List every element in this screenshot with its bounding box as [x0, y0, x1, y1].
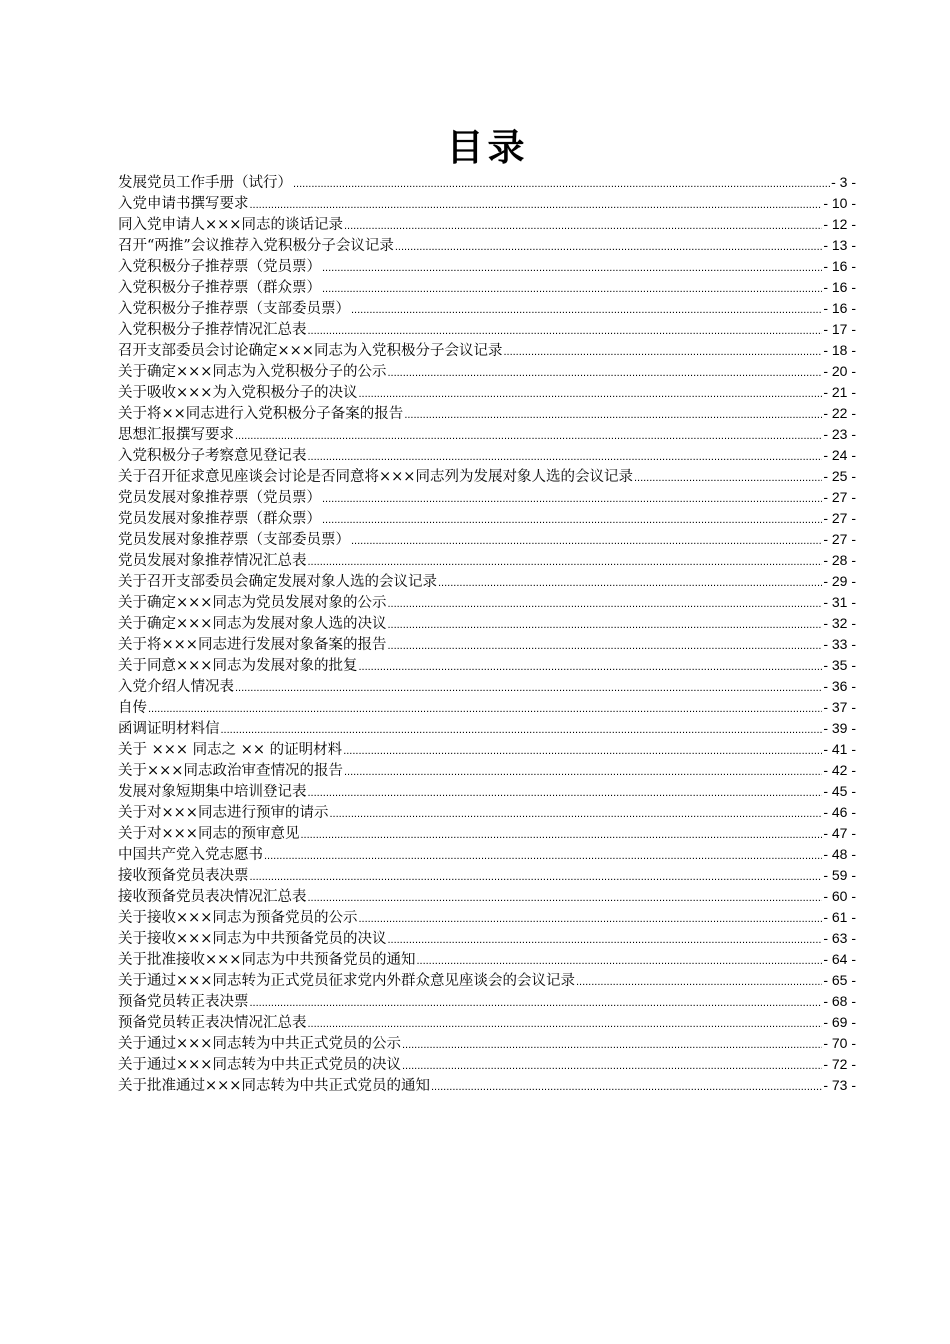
dot-leader	[322, 489, 822, 508]
toc-entry-page-number: - 39 -	[823, 720, 856, 736]
dot-leader	[416, 951, 822, 970]
toc-entry-page-number: - 37 -	[823, 699, 856, 715]
toc-entry-title: 关于确定×××同志为发展对象人选的决议	[118, 616, 387, 632]
toc-entry[interactable]	[118, 361, 856, 382]
toc-entry-page-number: - 73 -	[823, 1077, 856, 1093]
toc-entry-page-number: - 35 -	[823, 657, 856, 673]
toc-entry-page-number: - 36 -	[823, 678, 856, 694]
toc-entry-title: 关于确定×××同志为党员发展对象的公示	[118, 595, 387, 611]
dot-leader	[148, 699, 822, 718]
toc-entry-title: 关于对×××同志的预审意见	[118, 826, 300, 842]
toc-entry-page-number: - 41 -	[823, 741, 856, 757]
toc-entry[interactable]	[118, 235, 856, 256]
toc-entry[interactable]	[118, 382, 856, 403]
dot-leader	[308, 1014, 823, 1033]
toc-entry-page-number: - 65 -	[823, 972, 856, 988]
toc-entry-title: 关于接收×××同志为中共预备党员的决议	[118, 931, 387, 947]
dot-leader	[300, 825, 822, 844]
toc-entry-title: 同入党申请人×××同志的谈话记录	[118, 217, 343, 233]
toc-entry-title: 关于通过×××同志转为正式党员征求党内外群众意见座谈会的会议记录	[118, 973, 575, 989]
dot-leader	[431, 1077, 822, 1096]
dot-leader	[402, 1035, 822, 1054]
toc-entry-title: 入党积极分子推荐票（支部委员票）	[118, 301, 350, 317]
toc-entry[interactable]	[118, 634, 856, 655]
dot-leader	[293, 174, 830, 193]
toc-entry[interactable]	[118, 487, 856, 508]
dot-leader	[351, 300, 822, 319]
toc-entry-title: 关于×××同志政治审查情况的报告	[118, 763, 343, 779]
dot-leader	[250, 993, 823, 1012]
toc-entry-page-number: - 24 -	[823, 447, 856, 463]
toc-entry-title: 预备党员转正表决票	[118, 994, 249, 1010]
toc-entry-page-number: - 72 -	[823, 1056, 856, 1072]
toc-entry-page-number: - 63 -	[823, 930, 856, 946]
toc-entry[interactable]	[118, 550, 856, 571]
toc-entry-title: 接收预备党员表决票	[118, 868, 249, 884]
toc-entry-title: 入党积极分子推荐情况汇总表	[118, 322, 307, 338]
dot-leader	[358, 909, 822, 928]
dot-leader	[387, 363, 822, 382]
toc-entry-title: 关于 ××× 同志之 ×× 的证明材料	[118, 742, 343, 758]
toc-entry-title: 预备党员转正表决情况汇总表	[118, 1015, 307, 1031]
toc-entry-page-number: - 13 -	[823, 237, 856, 253]
dot-leader	[395, 237, 822, 256]
toc-entry-title: 入党积极分子推荐票（群众票）	[118, 280, 321, 296]
toc-entry-page-number: - 70 -	[823, 1035, 856, 1051]
toc-entry-page-number: - 28 -	[823, 552, 856, 568]
dot-leader	[250, 195, 823, 214]
toc-entry-title: 关于将×××同志进行发展对象备案的报告	[118, 637, 387, 653]
toc-entry[interactable]	[118, 424, 856, 445]
dot-leader	[308, 321, 823, 340]
toc-entry[interactable]	[118, 1054, 856, 1075]
dot-leader	[264, 846, 822, 865]
toc-entry[interactable]	[118, 697, 856, 718]
toc-entry-title: 党员发展对象推荐票（群众票）	[118, 511, 321, 527]
toc-entry-page-number: - 21 -	[823, 384, 856, 400]
toc-entry[interactable]	[118, 865, 856, 886]
toc-entry-title: 关于批准接收×××同志为中共预备党员的通知	[118, 952, 416, 968]
toc-entry[interactable]	[118, 739, 856, 760]
dot-leader	[634, 468, 822, 487]
toc-entry-title: 关于将××同志进行入党积极分子备案的报告	[118, 406, 404, 422]
toc-entry-page-number: - 20 -	[823, 363, 856, 379]
toc-entry[interactable]	[118, 172, 856, 193]
dot-leader	[308, 783, 823, 802]
dot-leader	[344, 216, 822, 235]
toc-entry[interactable]	[118, 403, 856, 424]
toc-entry-page-number: - 42 -	[823, 762, 856, 778]
dot-leader	[235, 678, 822, 697]
dot-leader	[387, 930, 822, 949]
toc-entry-page-number: - 17 -	[823, 321, 856, 337]
toc-entry-title: 接收预备党员表决情况汇总表	[118, 889, 307, 905]
toc-entry-page-number: - 48 -	[823, 846, 856, 862]
toc-entry-title: 党员发展对象推荐情况汇总表	[118, 553, 307, 569]
dot-leader	[351, 531, 822, 550]
dot-leader	[308, 888, 823, 907]
toc-entry[interactable]	[118, 193, 856, 214]
toc-entry-page-number: - 64 -	[823, 951, 856, 967]
toc-entry-title: 关于同意×××同志为发展对象的批复	[118, 658, 358, 674]
toc-entry-title: 关于召开征求意见座谈会讨论是否同意将×××同志列为发展对象人选的会议记录	[118, 469, 633, 485]
dot-leader	[358, 384, 822, 403]
dot-leader	[329, 804, 822, 823]
toc-entry[interactable]	[118, 1075, 856, 1096]
toc-entry-page-number: - 60 -	[823, 888, 856, 904]
toc-entry-page-number: - 29 -	[823, 573, 856, 589]
toc-entry-page-number: - 3 -	[831, 174, 856, 190]
toc-entry-page-number: - 46 -	[823, 804, 856, 820]
toc-entry[interactable]	[118, 1033, 856, 1054]
dot-leader	[503, 342, 822, 361]
toc-entry-page-number: - 27 -	[823, 531, 856, 547]
toc-entry-title: 入党积极分子推荐票（党员票）	[118, 259, 321, 275]
toc-entry-title: 关于确定×××同志为入党积极分子的公示	[118, 364, 387, 380]
toc-entry-title: 党员发展对象推荐票（党员票）	[118, 490, 321, 506]
toc-entry-title: 关于通过×××同志转为中共正式党员的决议	[118, 1057, 401, 1073]
toc-entry-page-number: - 16 -	[823, 279, 856, 295]
dot-leader	[344, 762, 822, 781]
toc-entry-page-number: - 22 -	[823, 405, 856, 421]
toc-entry-title: 思想汇报撰写要求	[118, 427, 234, 443]
toc-entry-page-number: - 45 -	[823, 783, 856, 799]
toc-entry[interactable]	[118, 949, 856, 970]
dot-leader	[387, 594, 822, 613]
toc-entry[interactable]	[118, 571, 856, 592]
toc-entry-page-number: - 27 -	[823, 510, 856, 526]
table-of-contents	[118, 172, 856, 1096]
toc-entry-title: 自传	[118, 700, 147, 716]
toc-entry-page-number: - 31 -	[823, 594, 856, 610]
toc-entry-title: 关于通过×××同志转为中共正式党员的公示	[118, 1036, 401, 1052]
toc-entry[interactable]	[118, 214, 856, 235]
dot-leader	[235, 426, 822, 445]
dot-leader	[576, 972, 822, 991]
toc-entry-page-number: - 25 -	[823, 468, 856, 484]
toc-entry[interactable]	[118, 298, 856, 319]
dot-leader	[308, 552, 823, 571]
dot-leader	[387, 615, 822, 634]
toc-entry[interactable]	[118, 991, 856, 1012]
toc-entry-page-number: - 18 -	[823, 342, 856, 358]
toc-entry-page-number: - 23 -	[823, 426, 856, 442]
dot-leader	[402, 1056, 822, 1075]
toc-entry[interactable]	[118, 823, 856, 844]
toc-entry-page-number: - 59 -	[823, 867, 856, 883]
toc-entry[interactable]	[118, 466, 856, 487]
toc-entry-page-number: - 16 -	[823, 258, 856, 274]
toc-entry[interactable]	[118, 1012, 856, 1033]
toc-entry-page-number: - 10 -	[823, 195, 856, 211]
toc-entry-title: 发展对象短期集中培训登记表	[118, 784, 307, 800]
toc-entry[interactable]	[118, 508, 856, 529]
toc-entry[interactable]	[118, 781, 856, 802]
dot-leader	[322, 510, 822, 529]
dot-leader	[387, 636, 822, 655]
toc-entry-title: 召开“两推”会议推荐入党积极分子会议记录	[118, 238, 394, 254]
toc-entry[interactable]	[118, 592, 856, 613]
toc-entry[interactable]	[118, 676, 856, 697]
toc-entry[interactable]	[118, 970, 856, 991]
toc-entry[interactable]	[118, 529, 856, 550]
toc-entry[interactable]	[118, 802, 856, 823]
toc-entry-title: 关于接收×××同志为预备党员的公示	[118, 910, 358, 926]
toc-entry[interactable]	[118, 613, 856, 634]
dot-leader	[343, 741, 822, 760]
dot-leader	[438, 573, 822, 592]
dot-leader	[308, 447, 823, 466]
toc-entry[interactable]	[118, 655, 856, 676]
dot-leader	[322, 258, 822, 277]
toc-entry-page-number: - 68 -	[823, 993, 856, 1009]
toc-entry[interactable]	[118, 340, 856, 361]
toc-entry[interactable]	[118, 319, 856, 340]
dot-leader	[221, 720, 823, 739]
toc-entry[interactable]	[118, 907, 856, 928]
toc-entry[interactable]	[118, 844, 856, 865]
dot-leader	[358, 657, 822, 676]
toc-entry-title: 关于对×××同志进行预审的请示	[118, 805, 329, 821]
toc-entry[interactable]	[118, 760, 856, 781]
dot-leader	[404, 405, 822, 424]
toc-entry[interactable]	[118, 718, 856, 739]
toc-entry-title: 函调证明材料信	[118, 721, 220, 737]
toc-entry-title: 入党介绍人情况表	[118, 679, 234, 695]
page-title: 目录	[446, 125, 529, 169]
toc-entry-page-number: - 16 -	[823, 300, 856, 316]
toc-entry-title: 关于召开支部委员会确定发展对象人选的会议记录	[118, 574, 437, 590]
toc-entry-page-number: - 12 -	[823, 216, 856, 232]
toc-entry-title: 入党积极分子考察意见登记表	[118, 448, 307, 464]
toc-entry-title: 召开支部委员会讨论确定×××同志为入党积极分子会议记录	[118, 343, 503, 359]
toc-entry[interactable]	[118, 256, 856, 277]
toc-entry[interactable]	[118, 928, 856, 949]
toc-entry-title: 发展党员工作手册（试行）	[118, 175, 292, 191]
toc-entry-page-number: - 47 -	[823, 825, 856, 841]
dot-leader	[250, 867, 823, 886]
dot-leader	[322, 279, 822, 298]
toc-entry-title: 关于批准通过×××同志转为中共正式党员的通知	[118, 1078, 430, 1094]
toc-entry-page-number: - 33 -	[823, 636, 856, 652]
toc-entry-page-number: - 69 -	[823, 1014, 856, 1030]
toc-entry[interactable]	[118, 886, 856, 907]
toc-entry-page-number: - 32 -	[823, 615, 856, 631]
toc-entry-title: 党员发展对象推荐票（支部委员票）	[118, 532, 350, 548]
toc-entry[interactable]	[118, 277, 856, 298]
toc-entry-title: 关于吸收×××为入党积极分子的决议	[118, 385, 358, 401]
toc-entry-title: 中国共产党入党志愿书	[118, 847, 263, 863]
toc-entry[interactable]	[118, 445, 856, 466]
toc-entry-page-number: - 27 -	[823, 489, 856, 505]
toc-entry-page-number: - 61 -	[823, 909, 856, 925]
toc-entry-title: 入党申请书撰写要求	[118, 196, 249, 212]
